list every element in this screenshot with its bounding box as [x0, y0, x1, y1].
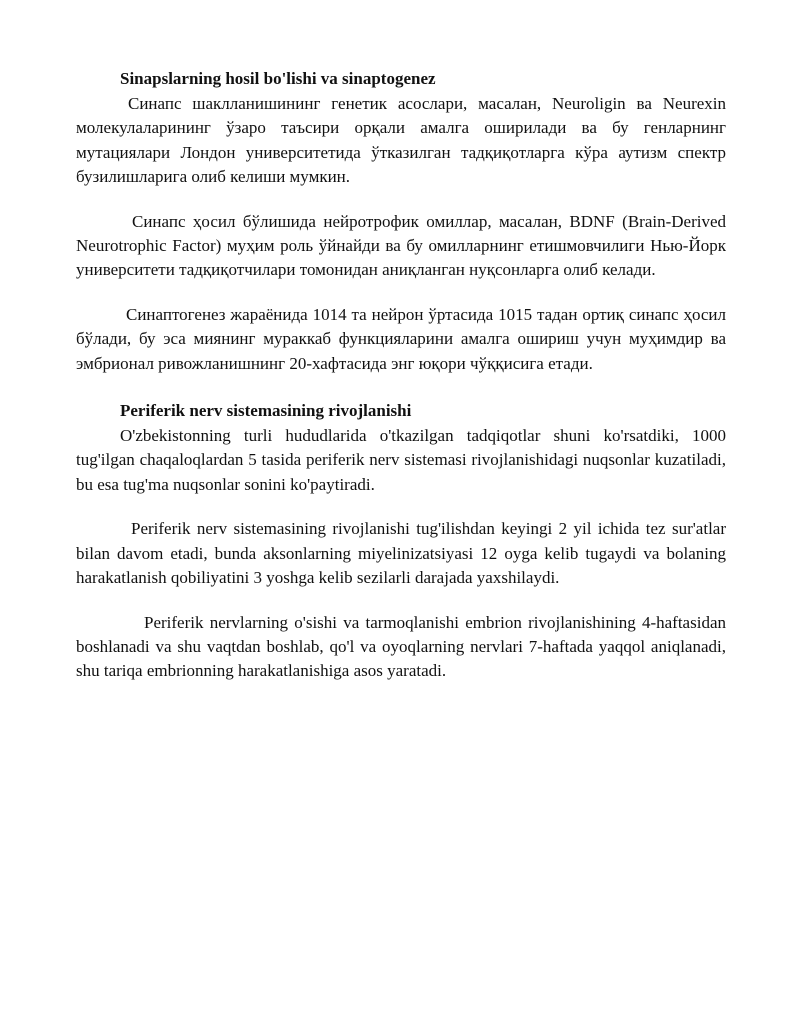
paragraph: Синапс ҳосил бўлишида нейротрофик омиллар, масалан, BDNF (Brain-Derived Neurotrophic Factor) муҳим роль ўйнайди ва бу омилларнинг етишмовчилиги Нью-Йорк университети тадқиқотчилари томонидан аниқланган нуқсонларга олиб келади. — [76, 211, 726, 280]
paragraph: Periferik nervlarning o'sishi va tarmoqlanishi embrion rivojlanishining 4-haftasidan boshlanadi va shu vaqtdan boshlab, qo'l va oyoqlarning nervlari 7-haftada yaqqol aniqlanadi, shu tariqa embrionning harakatlanishiga asos yaratadi. — [76, 612, 726, 681]
paragraph: Periferik nerv sistemasining rivojlanishi tug'ilishdan keyingi 2 yil ichida tez sur'atlar bilan davom etadi, bunda aksonlarning miyelinizatsiyasi 12 oyga kelib tugaydi va bolaning harakatlanish qobiliyatini 3 yoshga kelib sezilarli darajada yaxshilaydi. — [76, 519, 726, 588]
section-peripheral-nervous-system — [76, 400, 726, 684]
paragraph: Синаптогенез жараёнида 1014 та нейрон ўртасида 1015 тадан ортиқ синапс ҳосил бўлади, бу эса миянинг мураккаб функцияларини амалга ошириш учун муҳимдир ва эмбрионал ривожланишнинг 20-хафтасида энг юқори чўққисига етади. — [76, 304, 726, 373]
section-heading: Periferik nerv sistemasining rivojlanishi — [120, 401, 412, 421]
section-synapse-formation — [76, 68, 726, 376]
paragraph: Синапс шаклланишининг генетик асослари, масалан, Neuroligin ва Neurexin молекулаларининг ўзаро таъсири орқали амалга оширилади ва бу генларнинг мутациялари Лондон университетида ўтказилган тадқиқотларга кўра аутизм спектр бузилишларига олиб келиши мумкин. — [76, 94, 726, 187]
paragraph: O'zbekistonning turli hududlarida o'tkazilgan tadqiqotlar shuni ko'rsatdiki, 1000 tug'ilgan chaqaloqlardan 5 tasida periferik nerv sistemasi rivojlanishidagi nuqsonlar kuzatiladi, bu esa tug'ma nuqsonlar sonini ko'paytiradi. — [76, 426, 726, 494]
document-page — [76, 68, 726, 684]
section-heading: Sinapslarning hosil bo'lishi va sinaptogenez — [120, 69, 436, 88]
